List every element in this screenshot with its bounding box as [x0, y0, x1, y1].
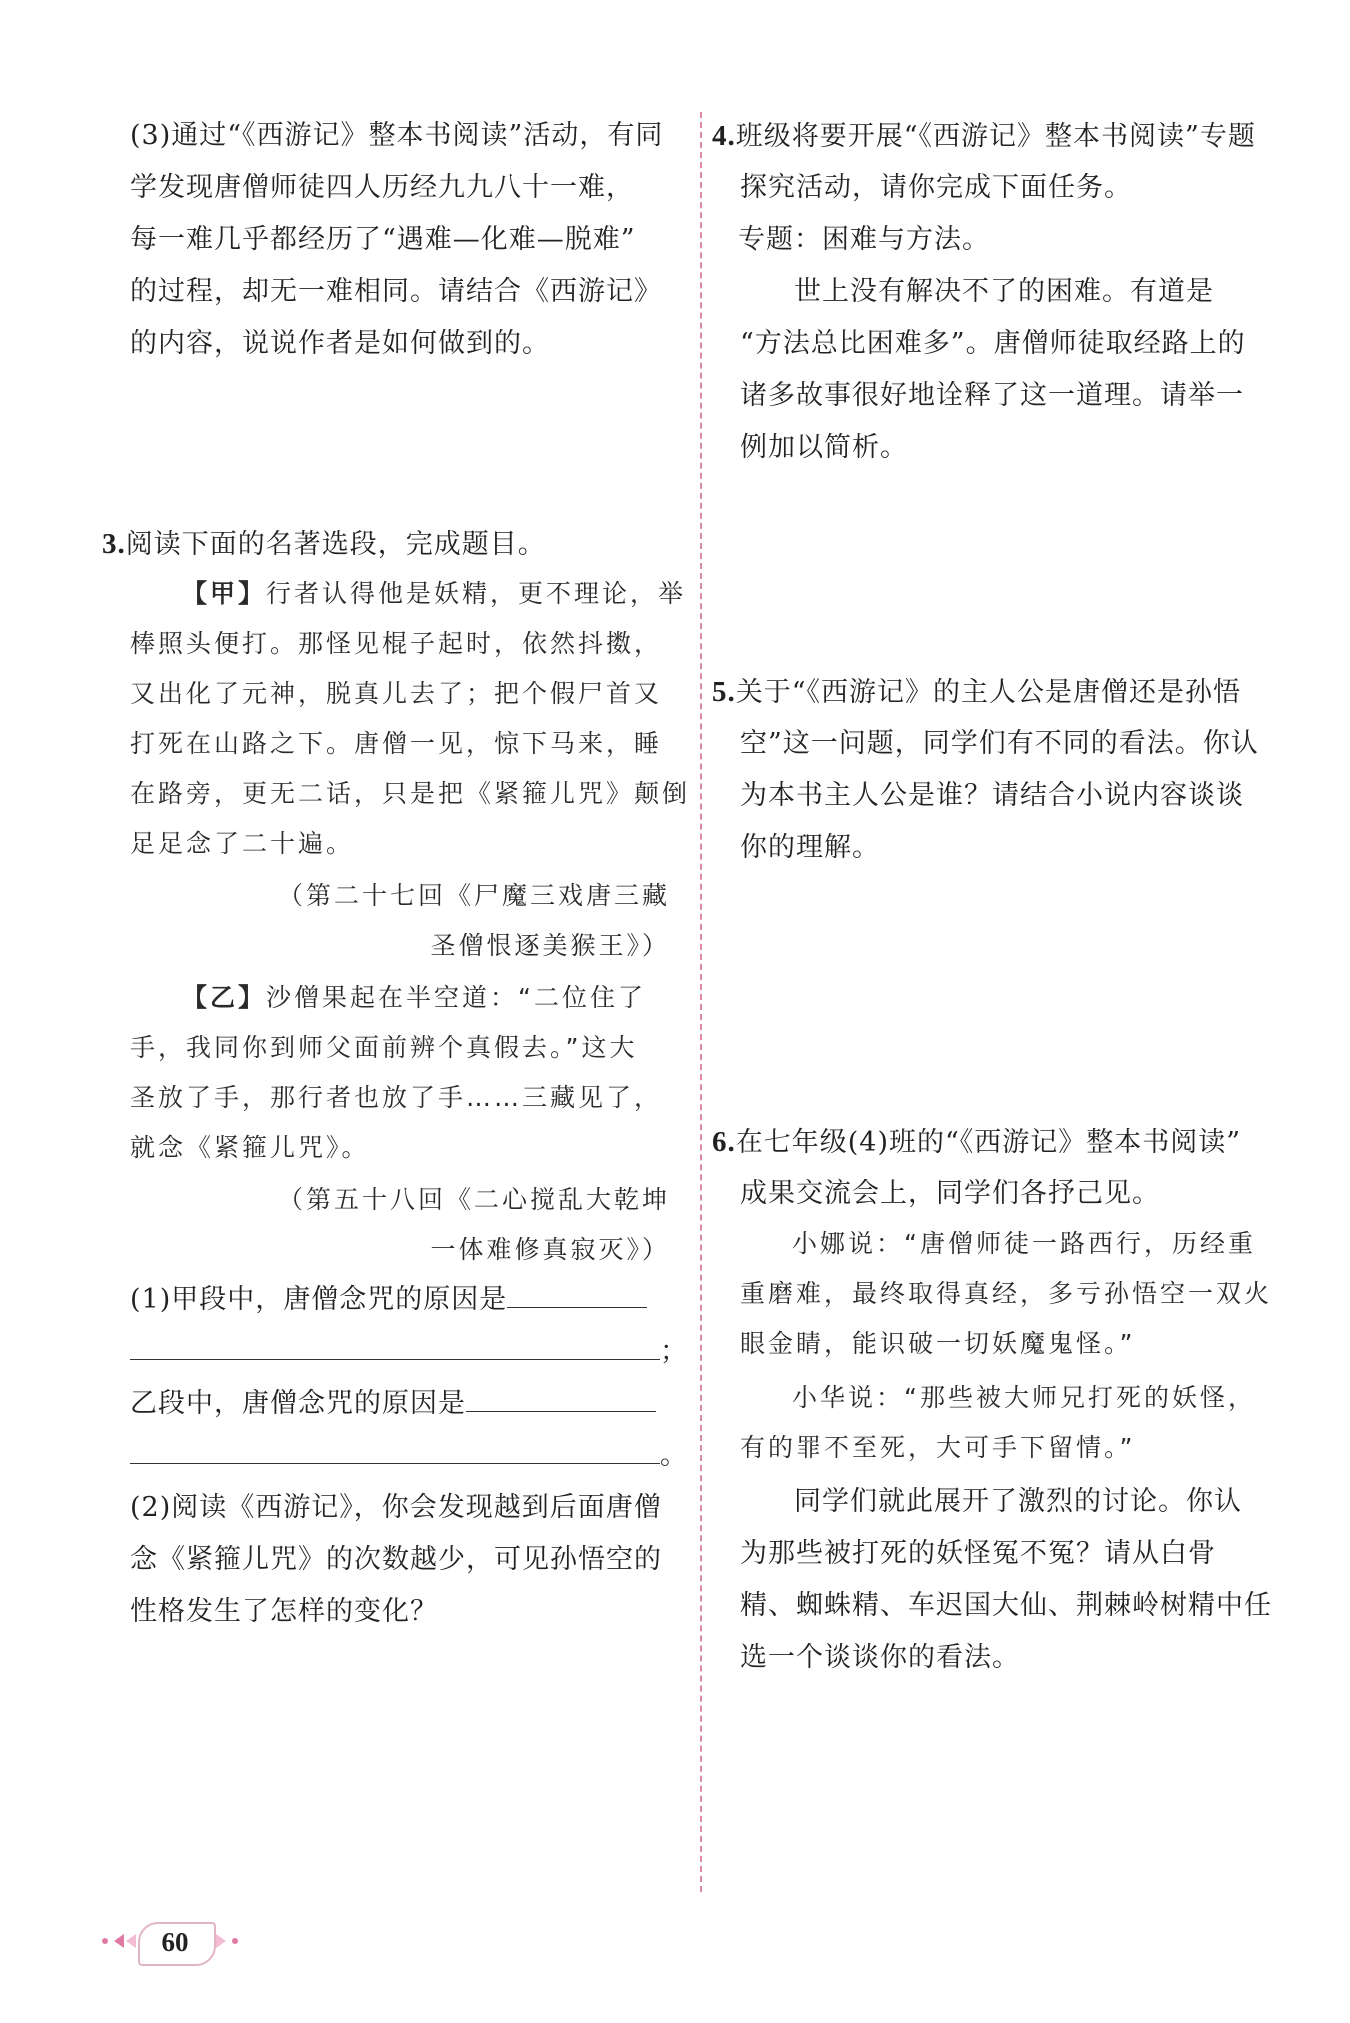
q6-end-line-3: 精、蜘蛛精、车迟国大仙、荆棘岭树精中任	[740, 1590, 1272, 1621]
q6-end-line-1: 同学们就此展开了激烈的讨论。你认	[794, 1486, 1242, 1517]
yi-line-4: 就念《紧箍儿咒》。	[130, 1133, 370, 1162]
jia-line-6: 足足念了二十遍。	[130, 829, 355, 858]
yi-source-1: （第五十八回《二心搅乱大乾坤	[277, 1185, 670, 1214]
column-divider	[700, 112, 702, 1892]
q4-line-4: 世上没有解决不了的困难。有道是	[794, 276, 1214, 307]
yi-line-1-text: 沙僧果起在半空道：“二位住了	[266, 983, 646, 1012]
q3-stem-text: 阅读下面的名著选段，完成题目。	[125, 529, 546, 560]
q6-end-line-4: 选一个谈谈你的看法。	[740, 1642, 1020, 1673]
q4-line-1-text: 班级将要开展“《西游记》整本书阅读”专题	[735, 121, 1256, 152]
decor-arrow-left	[114, 1934, 124, 1948]
xiaona-line-3: 眼金睛，能识破一切妖魔鬼怪。”	[740, 1329, 1136, 1358]
xiaona-line-1: 小娜说：“唐僧师徒一路西行，历经重	[792, 1229, 1256, 1258]
q5-number: 5.	[712, 676, 736, 708]
q4-line-2: 探究活动，请你完成下面任务。	[740, 172, 1132, 203]
q5-line-1-text: 关于“《西游记》的主人公是唐僧还是孙悟	[735, 677, 1242, 708]
q3-sub1-a-text: (1)甲段中，唐僧念咒的原因是	[130, 1284, 508, 1315]
q4-line-1	[712, 110, 1256, 163]
jia-source-2: 圣僧恨逐美猴王》）	[430, 931, 670, 960]
q6-end-line-2: 为那些被打死的妖怪冤不冤？请从白骨	[740, 1538, 1216, 1569]
q3-stem	[102, 518, 546, 571]
jia-line-4: 打死在山路之下。唐僧一见，惊下马来，睡	[130, 729, 663, 758]
q4-line-3: 专题：困难与方法。	[738, 224, 990, 255]
decor-dot-left	[102, 1938, 108, 1944]
answer-blank-3[interactable]	[466, 1381, 656, 1412]
yi-line-1	[182, 972, 646, 1024]
xiaohua-line-2: 有的罪不至死，大可手下留情。”	[740, 1433, 1136, 1462]
answer-blank-4[interactable]	[130, 1433, 660, 1464]
q2-3-line-3: 每一难几乎都经历了“遇难—化难—脱难”	[130, 224, 636, 255]
q3-sub1-b-end: 。	[660, 1440, 688, 1471]
jia-tag: 【甲】	[182, 579, 267, 608]
q4-line-5: “方法总比困难多”。唐僧师徒取经路上的	[740, 328, 1246, 359]
decor-arrow-right	[216, 1934, 226, 1948]
jia-line-2: 棒照头便打。那怪见棍子起时，依然抖擞，	[130, 629, 663, 658]
jia-line-5: 在路旁，更无二话，只是把《紧箍儿咒》颠倒	[130, 779, 691, 808]
q5-line-4: 你的理解。	[740, 832, 880, 863]
decor-dot-right	[232, 1938, 238, 1944]
jia-source-1: （第二十七回《尸魔三戏唐三藏	[277, 881, 670, 910]
q3-sub1-a-end: ；	[660, 1336, 688, 1367]
q6-line-1	[712, 1116, 1241, 1169]
q5-line-3: 为本书主人公是谁？请结合小说内容谈谈	[740, 780, 1244, 811]
q3-sub2-line-3: 性格发生了怎样的变化？	[130, 1596, 438, 1627]
q4-line-7: 例加以简析。	[740, 432, 908, 463]
q3-sub1-a	[130, 1274, 647, 1326]
q3-sub2-line-1: (2)阅读《西游记》，你会发现越到后面唐僧	[130, 1492, 662, 1523]
q2-3-line-2: 学发现唐僧师徒四人历经九九八十一难，	[130, 172, 634, 203]
yi-tag: 【乙】	[182, 983, 267, 1012]
page-number-badge	[100, 1918, 250, 1966]
jia-line-3: 又出化了元神，脱真儿去了；把个假尸首又	[130, 679, 663, 708]
jia-line-1-text: 行者认得他是妖精，更不理论，举	[266, 579, 687, 608]
q5-line-2: 空”这一问题，同学们有不同的看法。你认	[740, 728, 1259, 759]
q2-3-line-4: 的过程，却无一难相同。请结合《西游记》	[130, 276, 662, 307]
answer-blank-2[interactable]	[130, 1329, 660, 1360]
q6-number: 6.	[712, 1126, 736, 1158]
q4-line-6: 诸多故事很好地诠释了这一道理。请举一	[740, 380, 1244, 411]
q3-sub1-b-cont	[130, 1430, 688, 1482]
q2-3-line-1: (3)通过“《西游记》整本书阅读”活动，有同	[130, 120, 664, 151]
q5-line-1	[712, 666, 1241, 719]
yi-source-2: 一体难修真寂灭》）	[430, 1235, 670, 1264]
q3-sub1-a-cont	[130, 1326, 688, 1378]
q2-3-line-5: 的内容，说说作者是如何做到的。	[130, 328, 550, 359]
q6-line-1-text: 在七年级(4)班的“《西游记》整本书阅读”	[735, 1127, 1242, 1158]
q3-number: 3.	[102, 528, 126, 560]
xiaona-line-2: 重磨难，最终取得真经，多亏孙悟空一双火	[740, 1279, 1273, 1308]
yi-line-3: 圣放了手，那行者也放了手……三藏见了，	[130, 1083, 663, 1112]
q3-sub1-b-text: 乙段中，唐僧念咒的原因是	[130, 1388, 466, 1419]
xiaohua-line-1: 小华说：“那些被大师兄打死的妖怪，	[792, 1383, 1256, 1412]
q6-line-2: 成果交流会上，同学们各抒己见。	[740, 1178, 1160, 1209]
q3-sub1-b	[130, 1378, 656, 1430]
yi-line-2: 手，我同你到师父面前辨个真假去。”这大	[130, 1033, 638, 1062]
jia-line-1	[182, 568, 686, 620]
q3-sub2-line-2: 念《紧箍儿咒》的次数越少，可见孙悟空的	[130, 1544, 662, 1575]
decor-arrow-left-2	[126, 1934, 136, 1948]
answer-blank-1[interactable]	[507, 1277, 647, 1308]
page-number: 60	[161, 1927, 189, 1957]
q4-number: 4.	[712, 120, 736, 152]
